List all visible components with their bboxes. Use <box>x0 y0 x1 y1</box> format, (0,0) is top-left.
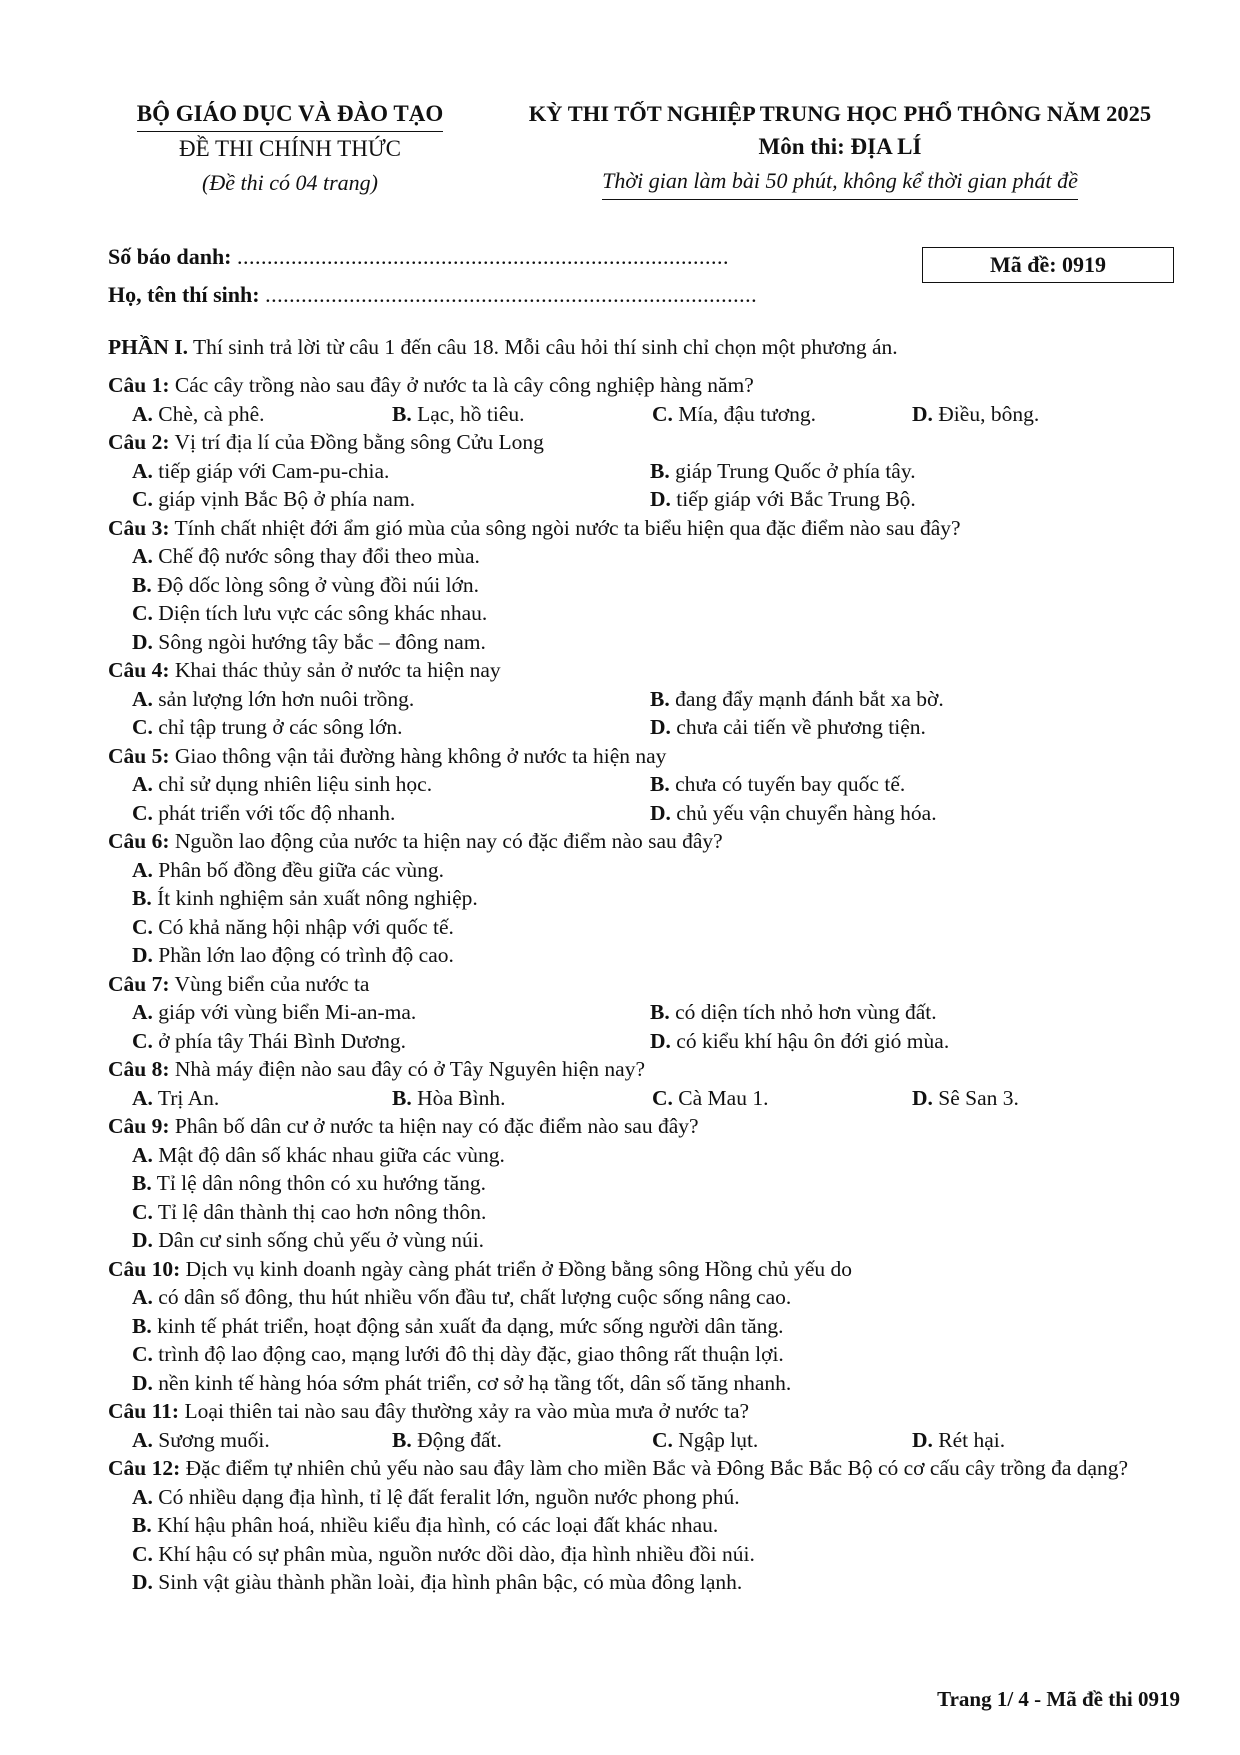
option-list <box>108 1483 1188 1597</box>
answer-option <box>132 913 1188 942</box>
option-text: Phân bố đồng đều giữa các vùng. <box>152 857 444 882</box>
option-text: Động đất. <box>411 1427 502 1452</box>
answer-option <box>132 685 650 714</box>
answer-option <box>132 1426 392 1455</box>
question-stem <box>108 970 1188 999</box>
answer-option <box>650 457 1168 486</box>
answer-option <box>132 1340 1188 1369</box>
option-text: Độ dốc lòng sông ở vùng đồi núi lớn. <box>151 572 480 597</box>
option-letter: D. <box>912 1427 933 1452</box>
option-text: có diện tích nhỏ hơn vùng đất. <box>669 1000 937 1024</box>
question-stem <box>108 742 1188 771</box>
question-stem <box>108 1397 1188 1426</box>
option-letter: C. <box>132 914 153 939</box>
option-letter: B. <box>650 458 670 483</box>
option-text: Phần lớn lao động có trình độ cao. <box>152 943 454 967</box>
answer-option <box>912 400 1172 429</box>
answer-option <box>132 571 1188 600</box>
part-heading <box>108 332 1188 362</box>
question-text: Vị trí địa lí của Đồng bằng sông Cửu Long <box>169 430 544 454</box>
question-stem <box>108 1454 1188 1483</box>
answer-option <box>132 770 650 799</box>
part-text: Thí sinh trả lời từ câu 1 đến câu 18. Mỗi câu hỏi thí sinh chỉ chọn một phương án. <box>188 335 898 359</box>
option-list <box>108 457 1188 514</box>
option-letter: C. <box>132 487 153 511</box>
question <box>108 1055 1188 1112</box>
option-list <box>108 770 1188 827</box>
question-stem <box>108 428 1188 457</box>
question-label: Câu 8: <box>108 1057 170 1081</box>
page-footer: Trang 1/ 4 - Mã đề thi 0919 <box>937 1687 1180 1711</box>
answer-option <box>132 628 1188 657</box>
option-letter: D. <box>650 715 671 739</box>
exam-title: KỲ THI TỐT NGHIỆP TRUNG HỌC PHỔ THÔNG NĂM 2025 <box>528 101 1152 126</box>
answer-option <box>392 1084 652 1113</box>
option-letter: B. <box>392 401 412 426</box>
option-letter: D. <box>132 1570 153 1594</box>
option-text: nền kinh tế hàng hóa sớm phát triển, cơ sở hạ tầng tốt, dân số tăng nhanh. <box>152 1370 792 1395</box>
question-label: Câu 6: <box>108 829 170 853</box>
option-text: đang đẩy mạnh đánh bắt xa bờ. <box>669 686 944 711</box>
candidate-id-row <box>108 244 729 270</box>
candidate-id-label: Số báo danh: <box>108 244 232 269</box>
option-text: tiếp giáp với Cam-pu-chia. <box>152 458 390 483</box>
question-text: Giao thông vận tải đường hàng không ở nước ta hiện nay <box>169 743 667 768</box>
option-letter: C. <box>132 1199 153 1224</box>
answer-option <box>132 1198 1188 1227</box>
answer-option <box>650 713 1168 742</box>
option-letter: C. <box>652 401 673 426</box>
question-stem <box>108 827 1188 856</box>
option-text: Sinh vật giàu thành phần loài, địa hình phân bậc, có mùa đông lạnh. <box>152 1570 743 1594</box>
question-label: Câu 5: <box>108 743 170 768</box>
option-text: Chè, cà phê. <box>152 401 265 426</box>
option-text: Trị An. <box>152 1085 220 1110</box>
answer-option <box>912 1084 1172 1113</box>
option-letter: B. <box>650 686 670 711</box>
option-text: Có nhiều dạng địa hình, tỉ lệ đất feralit lớn, nguồn nước phong phú. <box>152 1484 740 1509</box>
option-letter: A. <box>132 857 153 882</box>
option-letter: D. <box>912 401 933 426</box>
option-letter: A. <box>132 1427 153 1452</box>
question <box>108 656 1188 742</box>
question <box>108 742 1188 828</box>
option-letter: D. <box>132 629 153 654</box>
option-text: chưa cải tiến về phương tiện. <box>670 715 926 739</box>
option-text: Sê San 3. <box>932 1085 1019 1110</box>
option-letter: C. <box>132 1342 153 1366</box>
option-letter: C. <box>132 601 153 625</box>
question <box>108 827 1188 970</box>
header-left <box>100 98 480 200</box>
answer-option <box>132 1369 1188 1398</box>
option-text: Lạc, hồ tiêu. <box>411 401 525 426</box>
option-text: Chế độ nước sông thay đổi theo mùa. <box>152 544 480 568</box>
question-text: Khai thác thủy sản ở nước ta hiện nay <box>169 658 501 682</box>
question-stem <box>108 1055 1188 1084</box>
answer-option <box>912 1426 1172 1455</box>
answer-option <box>132 400 392 429</box>
option-letter: A. <box>132 1000 153 1024</box>
exam-content <box>108 332 1188 1597</box>
option-letter: D. <box>912 1085 933 1110</box>
option-letter: B. <box>392 1427 412 1452</box>
answer-option <box>652 1426 912 1455</box>
option-text: Dân cư sinh sống chủ yếu ở vùng núi. <box>152 1228 485 1252</box>
option-text: Sông ngòi hướng tây bắc – đông nam. <box>152 629 486 654</box>
question-label: Câu 4: <box>108 658 170 682</box>
answer-option <box>132 1226 1188 1255</box>
option-letter: A. <box>132 458 153 483</box>
official-label: ĐỀ THI CHÍNH THỨC <box>178 136 402 161</box>
answer-option <box>132 1511 1188 1540</box>
option-text: Rét hại. <box>932 1427 1006 1452</box>
option-letter: C. <box>652 1427 673 1452</box>
option-text: trình độ lao động cao, mạng lưới đô thị dày đặc, giao thông rất thuận lợi. <box>152 1342 784 1366</box>
option-text: Ngập lụt. <box>672 1427 759 1452</box>
question-stem <box>108 656 1188 685</box>
question-stem <box>108 371 1188 400</box>
option-letter: A. <box>132 1142 153 1167</box>
answer-option <box>132 1027 650 1056</box>
option-letter: C. <box>132 715 153 739</box>
answer-option <box>132 856 1188 885</box>
ministry-name <box>100 98 480 132</box>
answer-option <box>650 485 1168 514</box>
question-stem <box>108 514 1188 543</box>
option-text: Diện tích lưu vực các sông khác nhau. <box>152 601 488 625</box>
option-text: Tỉ lệ dân nông thôn có xu hướng tăng. <box>151 1171 487 1195</box>
time-note <box>500 164 1180 200</box>
option-text: Khí hậu phân hoá, nhiều kiểu địa hình, có các loại đất khác nhau. <box>151 1513 719 1537</box>
option-letter: A. <box>132 544 153 568</box>
answer-option <box>650 1027 1168 1056</box>
question-label: Câu 12: <box>108 1456 181 1480</box>
option-text: giáp Trung Quốc ở phía tây. <box>669 458 916 483</box>
option-letter: D. <box>650 1028 671 1053</box>
header-right <box>500 98 1180 200</box>
question <box>108 1454 1188 1597</box>
option-text: Ít kinh nghiệm sản xuất nông nghiệp. <box>151 886 478 910</box>
option-list <box>108 685 1188 742</box>
option-text: kinh tế phát triển, hoạt động sản xuất đa dạng, mức sống người dân tăng. <box>151 1313 784 1338</box>
option-letter: B. <box>650 1000 670 1024</box>
option-text: Tỉ lệ dân thành thị cao hơn nông thôn. <box>152 1199 487 1224</box>
option-letter: B. <box>132 886 152 910</box>
answer-option <box>132 1283 1188 1312</box>
option-text: tiếp giáp với Bắc Trung Bộ. <box>670 487 916 511</box>
answer-option <box>652 1084 912 1113</box>
option-list <box>108 1084 1188 1113</box>
option-text: Mía, đậu tương. <box>672 401 816 426</box>
option-list <box>108 856 1188 970</box>
option-list <box>108 1426 1188 1455</box>
option-list <box>108 998 1188 1055</box>
answer-option <box>132 599 1188 628</box>
option-text: chưa có tuyến bay quốc tế. <box>669 772 906 796</box>
answer-option <box>132 457 650 486</box>
answer-option <box>132 1483 1188 1512</box>
answer-option <box>132 542 1188 571</box>
option-letter: D. <box>650 800 671 825</box>
answer-option <box>392 1426 652 1455</box>
option-text: chỉ tập trung ở các sông lớn. <box>152 715 403 739</box>
answer-option <box>132 485 650 514</box>
option-letter: B. <box>132 572 152 597</box>
answer-option <box>132 884 1188 913</box>
answer-option <box>132 1540 1188 1569</box>
option-text: sản lượng lớn hơn nuôi trồng. <box>152 686 415 711</box>
option-letter: D. <box>132 943 153 967</box>
question-label: Câu 10: <box>108 1256 181 1281</box>
answer-option <box>650 770 1168 799</box>
question-label: Câu 2: <box>108 430 170 454</box>
candidate-id-dots: .................................................................................. <box>237 244 730 269</box>
option-text: Hòa Bình. <box>411 1085 506 1110</box>
option-text: có kiểu khí hậu ôn đới gió mùa. <box>670 1028 950 1053</box>
option-list <box>108 1283 1188 1397</box>
option-letter: A. <box>132 1085 153 1110</box>
question-text: Nguồn lao động của nước ta hiện nay có đặc điểm nào sau đây? <box>169 829 723 853</box>
question <box>108 1397 1188 1454</box>
question-label: Câu 1: <box>108 373 170 397</box>
question-text: Tính chất nhiệt đới ẩm gió mùa của sông ngòi nước ta biểu hiện qua đặc điểm nào sau đây? <box>169 515 961 540</box>
answer-option <box>132 941 1188 970</box>
question-text: Dịch vụ kinh doanh ngày càng phát triển ở Đồng bằng sông Hồng chủ yếu do <box>180 1256 853 1281</box>
answer-option <box>132 799 650 828</box>
option-list <box>108 400 1188 429</box>
answer-option <box>132 1141 1188 1170</box>
candidate-name-dots: .................................................................................. <box>265 282 758 307</box>
option-text: giáp vịnh Bắc Bộ ở phía nam. <box>152 487 416 511</box>
question-text: Đặc điểm tự nhiên chủ yếu nào sau đây làm cho miền Bắc và Đông Bắc Bắc Bộ có cơ cấu cây trồng đa dạng? <box>180 1456 1129 1480</box>
question-text: Loại thiên tai nào sau đây thường xảy ra vào mùa mưa ở nước ta? <box>179 1399 750 1423</box>
option-text: Sương muối. <box>152 1427 270 1452</box>
candidate-name-row <box>108 282 757 308</box>
answer-option <box>652 400 912 429</box>
option-letter: C. <box>132 1028 153 1053</box>
answer-option <box>132 1169 1188 1198</box>
answer-option <box>132 998 650 1027</box>
subject: Môn thi: ĐỊA LÍ <box>758 134 922 159</box>
option-letter: C. <box>132 800 153 825</box>
option-letter: B. <box>132 1171 152 1195</box>
candidate-name-label: Họ, tên thí sinh: <box>108 282 260 307</box>
option-letter: A. <box>132 1484 153 1509</box>
question-label: Câu 9: <box>108 1114 170 1138</box>
question <box>108 428 1188 514</box>
exam-code-box: Mã đề: 0919 <box>922 247 1174 283</box>
option-text: Mật độ dân số khác nhau giữa các vùng. <box>152 1142 505 1167</box>
answer-option <box>650 685 1168 714</box>
question-stem <box>108 1255 1188 1284</box>
question-text: Nhà máy điện nào sau đây có ở Tây Nguyên hiện nay? <box>169 1057 645 1081</box>
option-letter: D. <box>132 1228 153 1252</box>
option-letter: D. <box>650 487 671 511</box>
option-text: Điều, bông. <box>932 401 1040 426</box>
option-text: Có khả năng hội nhập với quốc tế. <box>152 914 454 939</box>
option-letter: A. <box>132 772 153 796</box>
option-letter: A. <box>132 1285 153 1309</box>
answer-option <box>650 998 1168 1027</box>
option-letter: B. <box>392 1085 412 1110</box>
ministry-text: BỘ GIÁO DỤC VÀ ĐÀO TẠO <box>137 98 444 132</box>
question <box>108 970 1188 1056</box>
answer-option <box>650 799 1168 828</box>
pages-note: (Đề thi có 04 trang) <box>202 170 378 195</box>
answer-option <box>132 1084 392 1113</box>
option-text: Khí hậu có sự phân mùa, nguồn nước dồi dào, địa hình nhiều đồi núi. <box>152 1541 755 1566</box>
option-text: giáp với vùng biển Mi-an-ma. <box>152 1000 417 1024</box>
part-label: PHẦN I. <box>108 335 189 359</box>
option-letter: C. <box>652 1085 673 1110</box>
answer-option <box>392 400 652 429</box>
question-stem <box>108 1112 1188 1141</box>
question-text: Vùng biển của nước ta <box>169 971 370 996</box>
question-label: Câu 3: <box>108 515 170 540</box>
question-text: Các cây trồng nào sau đây ở nước ta là cây công nghiệp hàng năm? <box>169 373 754 397</box>
option-text: có dân số đông, thu hút nhiều vốn đầu tư, chất lượng cuộc sống nâng cao. <box>152 1285 792 1309</box>
option-letter: C. <box>132 1541 153 1566</box>
option-letter: B. <box>132 1313 152 1338</box>
option-text: chủ yếu vận chuyển hàng hóa. <box>670 800 937 825</box>
option-text: Cà Mau 1. <box>672 1085 769 1110</box>
question-label: Câu 7: <box>108 971 170 996</box>
option-letter: A. <box>132 686 153 711</box>
question <box>108 514 1188 657</box>
option-letter: D. <box>132 1370 153 1395</box>
option-list <box>108 542 1188 656</box>
answer-option <box>132 713 650 742</box>
question-label: Câu 11: <box>108 1399 180 1423</box>
option-text: phát triển với tốc độ nhanh. <box>152 800 396 825</box>
question <box>108 1255 1188 1398</box>
question <box>108 371 1188 428</box>
time-note-text: Thời gian làm bài 50 phút, không kể thời gian phát đề <box>602 164 1078 200</box>
answer-option <box>132 1568 1188 1597</box>
option-letter: B. <box>132 1513 152 1537</box>
answer-option <box>132 1312 1188 1341</box>
option-text: chỉ sử dụng nhiên liệu sinh học. <box>152 772 433 796</box>
option-letter: B. <box>650 772 670 796</box>
question-list <box>108 371 1188 1597</box>
question <box>108 1112 1188 1255</box>
option-list <box>108 1141 1188 1255</box>
question-text: Phân bố dân cư ở nước ta hiện nay có đặc điểm nào sau đây? <box>169 1114 699 1138</box>
option-text: ở phía tây Thái Bình Dương. <box>152 1028 407 1053</box>
option-letter: A. <box>132 401 153 426</box>
